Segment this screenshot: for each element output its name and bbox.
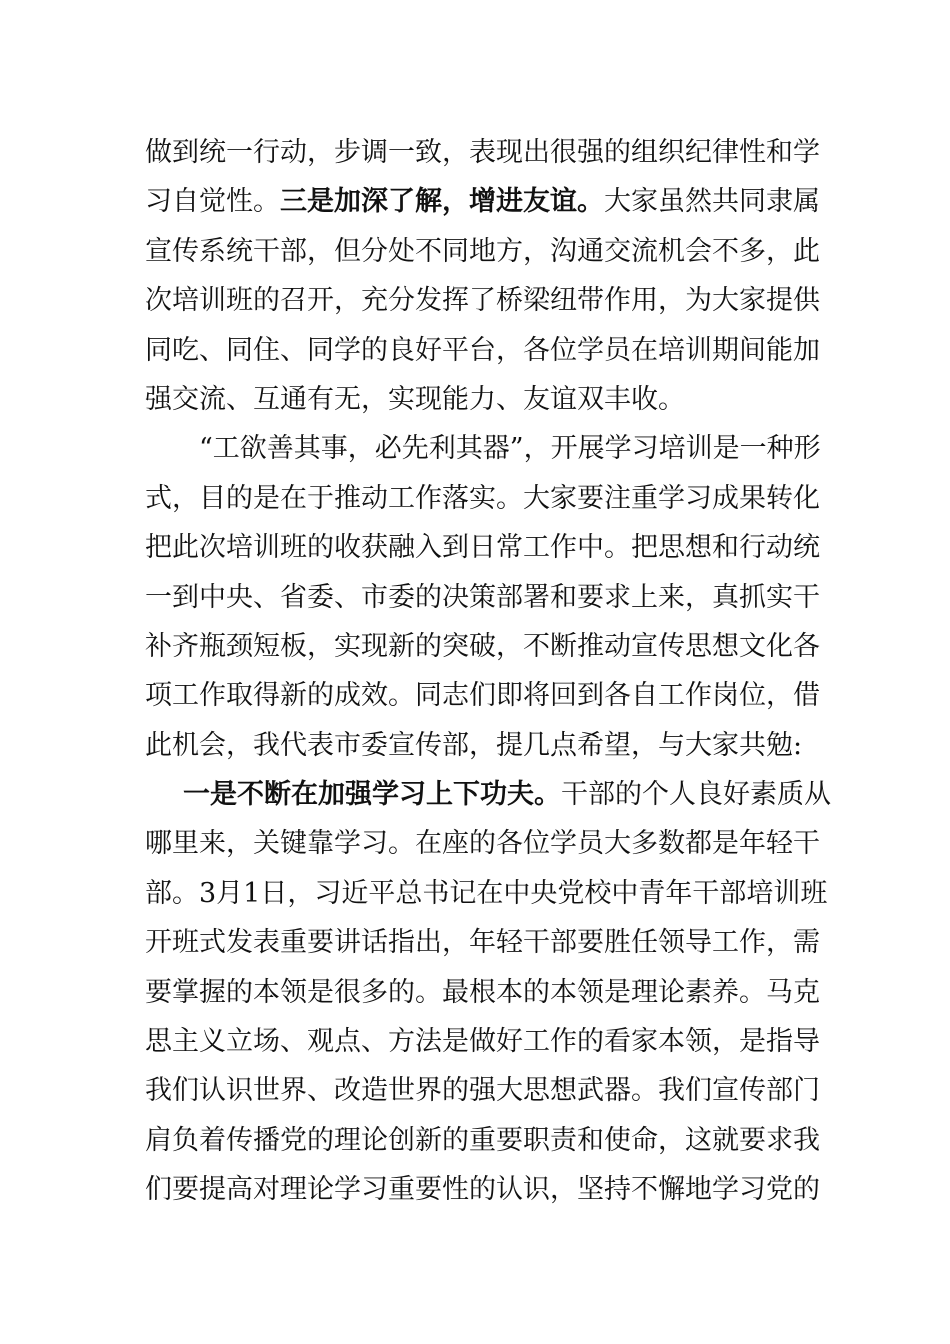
bold-heading-1: 一是不断在加强学习上下功夫。 [183,779,561,811]
text-line-20: 我们认识世界、改造世界的强大思想武器。我们宣传部门 [145,1075,820,1107]
text-line-6: 强交流、互通有无，实现能力、友谊双丰收。 [145,383,685,415]
text-line-18: 要掌握的本领是很多的。最根本的本领是理论素养。马克 [145,976,820,1008]
text-line-5: 同吃、同住、同学的良好平台，各位学员在培训期间能加 [145,334,820,366]
text-line-12: 项工作取得新的成效。同志们即将回到各自工作岗位，借 [145,680,820,712]
text-line-14 [145,770,831,819]
text-line-19: 思主义立场、观点、方法是做好工作的看家本领，是指导 [145,1026,820,1058]
text-line-2 [145,177,820,226]
text-line-10: 一到中央、省委、市委的决策部署和要求上来，真抓实干 [145,581,820,613]
text-line-15: 哪里来，关键靠学习。在座的各位学员大多数都是年轻干 [145,828,820,860]
text-segment: 习自觉性。 [145,186,280,218]
text-line-16: 部。3月1日，习近平总书记在中央党校中青年干部培训班 [145,877,828,909]
bold-heading-3: 三是加深了解，增进友谊。 [280,186,604,218]
body-text [145,128,831,1215]
text-line-7: “工欲善其事，必先利其器”，开展学习培训是一种形 [199,433,821,465]
text-line-3: 宣传系统干部，但分处不同地方，沟通交流机会不多，此 [145,235,820,267]
text-line-4: 次培训班的召开，充分发挥了桥梁纽带作用，为大家提供 [145,285,820,317]
text-line-9: 把此次培训班的收获融入到日常工作中。把思想和行动统 [145,532,820,564]
text-line-1: 做到统一行动，步调一致，表现出很强的组织纪律性和学 [145,137,820,168]
text-segment: 干部的个人良好素质从 [561,779,831,811]
text-line-11: 补齐瓶颈短板，实现新的突破，不断推动宣传思想文化各 [145,630,820,662]
text-line-13: 此机会，我代表市委宣传部，提几点希望，与大家共勉: [145,729,803,761]
text-line-22: 们要提高对理论学习重要性的认识，坚持不懈地学习党的 [145,1174,820,1206]
text-line-8: 式，目的是在于推动工作落实。大家要注重学习成果转化 [145,482,820,514]
text-line-21: 肩负着传播党的理论创新的重要职责和使命，这就要求我 [145,1124,820,1156]
text-line-17: 开班式发表重要讲话指出，年轻干部要胜任领导工作，需 [145,927,820,959]
text-segment: 大家虽然共同隶属 [604,186,820,218]
